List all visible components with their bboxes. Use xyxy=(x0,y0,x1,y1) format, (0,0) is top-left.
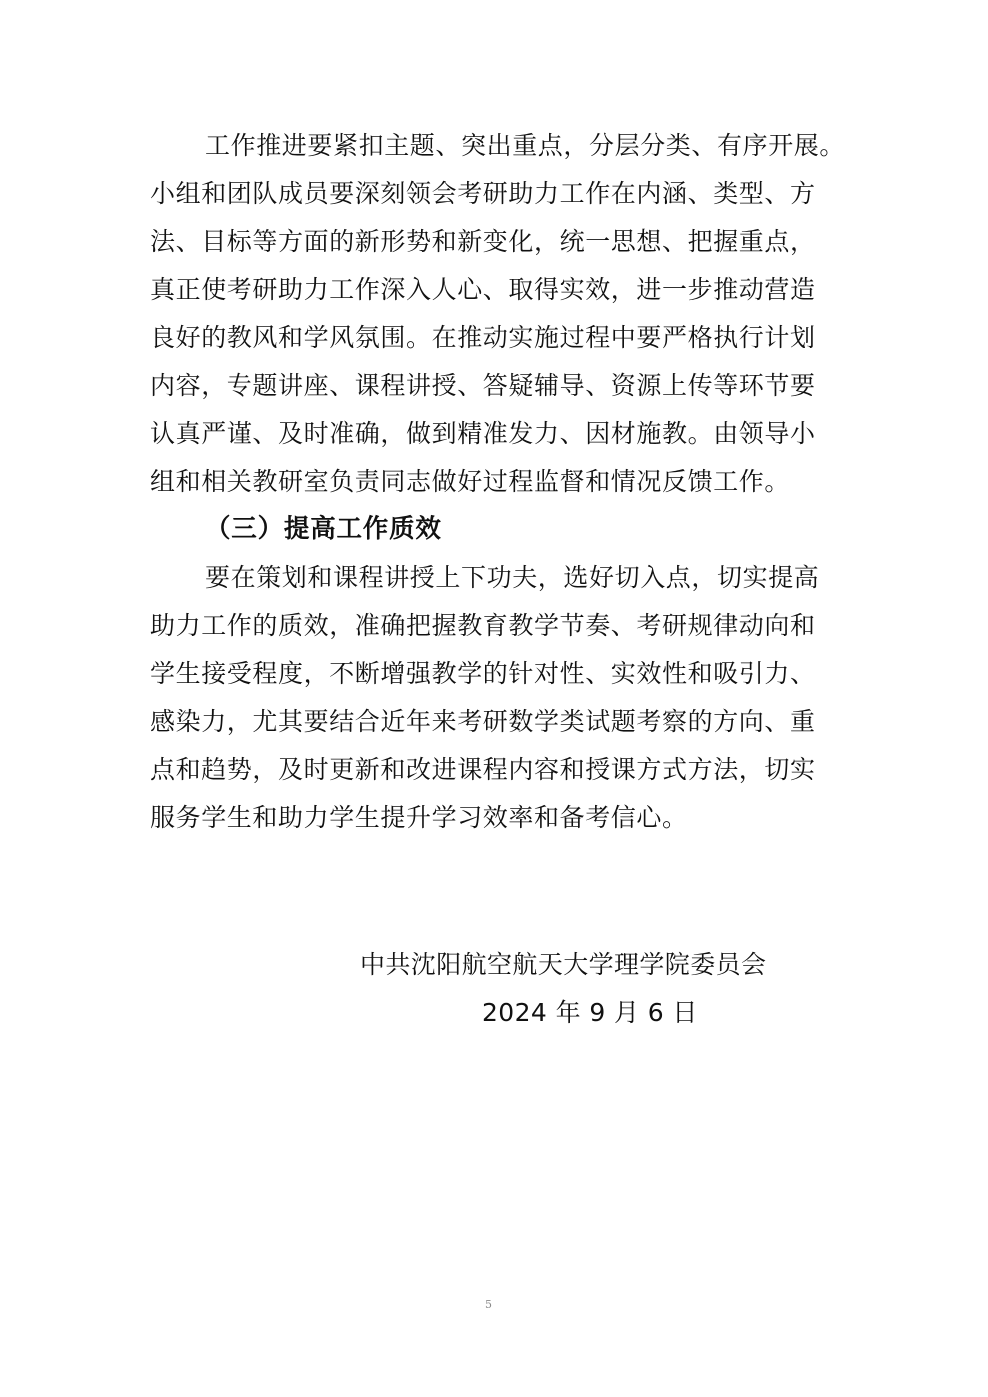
section-heading: （三）提高工作质效 xyxy=(205,514,442,544)
paragraph-1-line-3: 法、目标等方面的新形势和新变化，统一思想、把握重点， xyxy=(150,227,816,256)
paragraph-2-line-1: 要在策划和课程讲授上下功夫，选好切入点，切实提高 xyxy=(205,563,820,592)
paragraph-2-line-4: 感染力，尤其要结合近年来考研数学类试题考察的方向、重 xyxy=(150,707,816,736)
paragraph-1-line-4: 真正使考研助力工作深入人心、取得实效，进一步推动营造 xyxy=(150,275,816,304)
paragraph-1-line-1: 工作推进要紧扣主题、突出重点，分层分类、有序开展。 xyxy=(205,131,846,160)
paragraph-2-line-2: 助力工作的质效，准确把握教育教学节奏、考研规律动向和 xyxy=(150,611,816,640)
paragraph-1-line-6: 内容，专题讲座、课程讲授、答疑辅导、资源上传等环节要 xyxy=(150,371,816,400)
paragraph-1-line-2: 小组和团队成员要深刻领会考研助力工作在内涵、类型、方 xyxy=(150,179,816,208)
signature-date: 2024 年 9 月 6 日 xyxy=(482,998,698,1027)
paragraph-1-line-7: 认真严谨、及时准确，做到精准发力、因材施教。由领导小 xyxy=(150,419,816,448)
paragraph-2-line-3: 学生接受程度，不断增强教学的针对性、实效性和吸引力、 xyxy=(150,659,816,688)
paragraph-2-line-6: 服务学生和助力学生提升学习效率和备考信心。 xyxy=(150,803,688,832)
paragraph-1-line-8: 组和相关教研室负责同志做好过程监督和情况反馈工作。 xyxy=(150,467,791,496)
signature-organization: 中共沈阳航空航天大学理学院委员会 xyxy=(360,950,767,979)
page-number: 5 xyxy=(485,1298,492,1311)
paragraph-1-line-5: 良好的教风和学风氛围。在推动实施过程中要严格执行计划 xyxy=(150,323,816,352)
paragraph-2-line-5: 点和趋势，及时更新和改进课程内容和授课方式方法，切实 xyxy=(150,755,816,784)
